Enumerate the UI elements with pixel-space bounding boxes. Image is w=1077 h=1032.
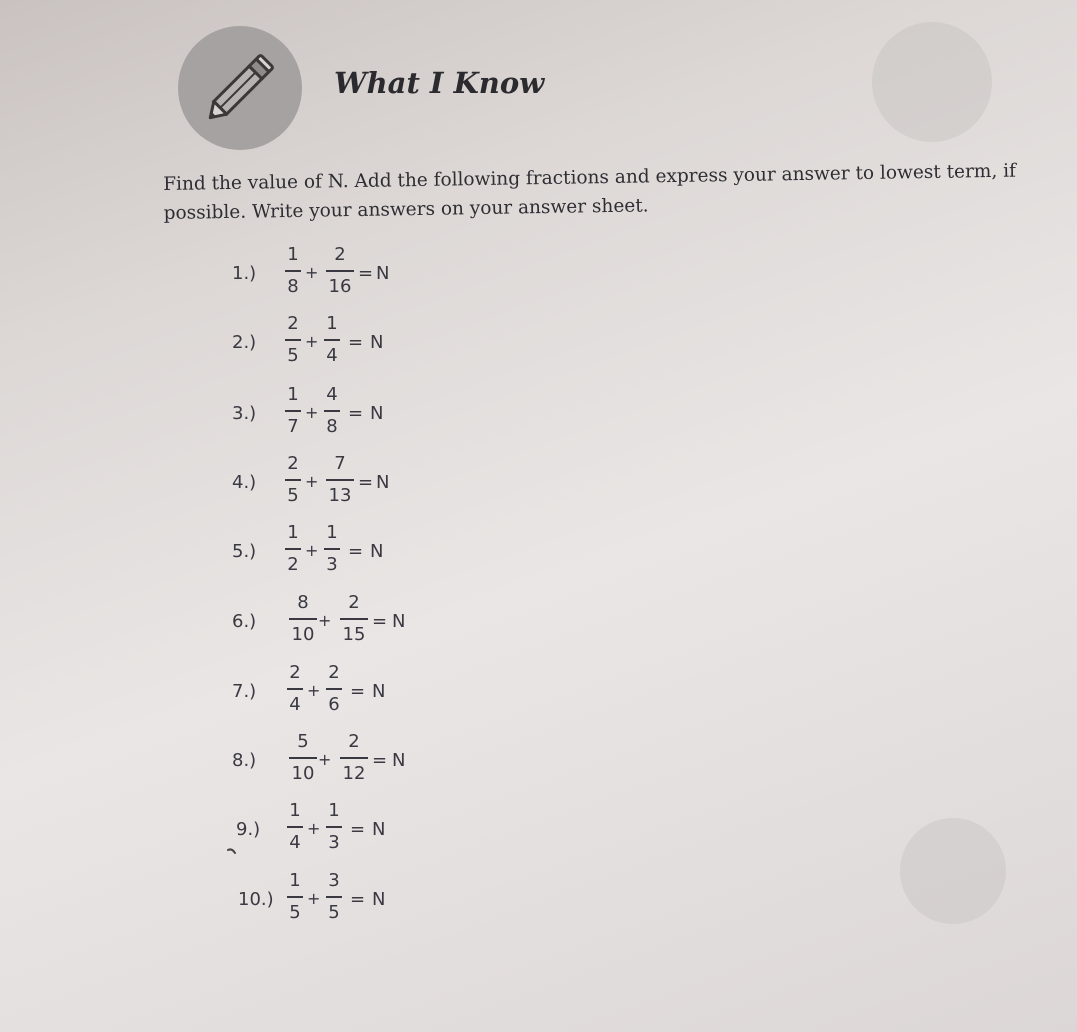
pencil-icon-badge [178, 26, 302, 150]
bleed-through-icon-circle [872, 22, 992, 142]
fraction-second [324, 313, 340, 367]
fraction-second [340, 592, 368, 646]
fraction-bar [287, 826, 303, 828]
plus-sign: + [318, 750, 332, 769]
equals-sign: = [358, 263, 374, 284]
fraction-bar [287, 896, 303, 898]
numerator: 1 [326, 522, 338, 543]
plus-sign: + [305, 332, 319, 351]
result-variable: N [392, 750, 406, 771]
fraction-first [285, 384, 301, 438]
fraction-bar [324, 339, 340, 341]
numerator: 2 [348, 731, 360, 752]
denominator: 5 [289, 902, 301, 923]
result-variable: N [376, 472, 390, 493]
instructions-text: Find the value of N. Add the following fractions and express your answer to lowest term, if possible. Write your answers on your answer sheet. [163, 160, 1017, 224]
fraction-bar [289, 757, 317, 759]
problem-item [0, 313, 440, 373]
plus-sign: + [305, 541, 319, 560]
section-title: What I Know [334, 66, 545, 100]
denominator: 5 [287, 485, 299, 506]
numerator: 2 [289, 662, 301, 683]
equals-sign: = [348, 541, 364, 562]
fraction-bar [340, 618, 368, 620]
problem-item [0, 592, 440, 652]
fraction-first [287, 800, 303, 854]
bleed-through-lightbulb-circle [900, 818, 1006, 924]
denominator: 3 [326, 554, 338, 575]
problem-item [0, 662, 440, 722]
problem-item [0, 731, 440, 791]
denominator: 10 [291, 624, 315, 645]
plus-sign: + [307, 889, 321, 908]
fraction-first [289, 731, 317, 785]
problem-number: 9.) [236, 819, 261, 840]
problem-number: 7.) [232, 681, 257, 702]
problem-item [0, 800, 440, 860]
fraction-bar [285, 270, 301, 272]
plus-sign: + [307, 819, 321, 838]
fraction-first [285, 244, 301, 298]
fraction-second [326, 244, 354, 298]
fraction-bar [287, 688, 303, 690]
plus-sign: + [305, 403, 319, 422]
equals-sign: = [372, 750, 388, 771]
denominator: 13 [328, 485, 352, 506]
fraction-second [326, 800, 342, 854]
denominator: 5 [287, 345, 299, 366]
denominator: 12 [342, 763, 366, 784]
numerator: 1 [289, 800, 301, 821]
equals-sign: = [358, 472, 374, 493]
numerator: 3 [328, 870, 340, 891]
denominator: 10 [291, 763, 315, 784]
denominator: 15 [342, 624, 366, 645]
equals-sign: = [348, 403, 364, 424]
fraction-first [285, 453, 301, 507]
result-variable: N [376, 263, 390, 284]
fraction-bar [326, 826, 342, 828]
problem-item [0, 244, 440, 304]
denominator: 8 [287, 276, 299, 297]
problem-number: 5.) [232, 541, 257, 562]
numerator: 2 [287, 313, 299, 334]
denominator: 8 [326, 416, 338, 437]
problem-number: 8.) [232, 750, 257, 771]
problem-number: 3.) [232, 403, 257, 424]
fraction-bar [340, 757, 368, 759]
equals-sign: = [350, 819, 366, 840]
fraction-bar [285, 339, 301, 341]
result-variable: N [372, 819, 386, 840]
denominator: 5 [328, 902, 340, 923]
fraction-second [324, 384, 340, 438]
numerator: 8 [297, 592, 309, 613]
numerator: 4 [326, 384, 338, 405]
result-variable: N [370, 541, 384, 562]
result-variable: N [372, 681, 386, 702]
denominator: 3 [328, 832, 340, 853]
fraction-second [340, 731, 368, 785]
fraction-second [326, 662, 342, 716]
numerator: 5 [297, 731, 309, 752]
equals-sign: = [372, 611, 388, 632]
denominator: 16 [328, 276, 352, 297]
result-variable: N [372, 889, 386, 910]
plus-sign: + [307, 681, 321, 700]
plus-sign: + [305, 263, 319, 282]
fraction-bar [326, 479, 354, 481]
fraction-first [289, 592, 317, 646]
result-variable: N [392, 611, 406, 632]
fraction-bar [289, 618, 317, 620]
result-variable: N [370, 332, 384, 353]
numerator: 7 [334, 453, 346, 474]
problem-item [0, 522, 440, 582]
fraction-bar [324, 548, 340, 550]
fraction-bar [324, 410, 340, 412]
problem-number: 6.) [232, 611, 257, 632]
problem-item [0, 384, 440, 444]
denominator: 2 [287, 554, 299, 575]
denominator: 4 [289, 832, 301, 853]
problem-number: 1.) [232, 263, 257, 284]
fraction-bar [326, 270, 354, 272]
fraction-first [287, 870, 303, 924]
fraction-first [285, 313, 301, 367]
numerator: 1 [326, 313, 338, 334]
fraction-bar [326, 688, 342, 690]
fraction-bar [285, 479, 301, 481]
plus-sign: + [305, 472, 319, 491]
fraction-bar [285, 410, 301, 412]
fraction-bar [326, 896, 342, 898]
result-variable: N [370, 403, 384, 424]
plus-sign: + [318, 611, 332, 630]
fraction-second [324, 522, 340, 576]
numerator: 1 [289, 870, 301, 891]
numerator: 1 [287, 244, 299, 265]
fraction-second [326, 453, 354, 507]
fraction-second [326, 870, 342, 924]
problem-item [0, 453, 440, 513]
fraction-first [285, 522, 301, 576]
denominator: 6 [328, 694, 340, 715]
problem-number: 10.) [238, 889, 274, 910]
equals-sign: = [348, 332, 364, 353]
equals-sign: = [350, 889, 366, 910]
denominator: 4 [326, 345, 338, 366]
equals-sign: = [350, 681, 366, 702]
numerator: 1 [287, 384, 299, 405]
problem-number: 2.) [232, 332, 257, 353]
numerator: 2 [328, 662, 340, 683]
problem-item [0, 870, 440, 930]
problem-number: 4.) [232, 472, 257, 493]
numerator: 2 [348, 592, 360, 613]
denominator: 7 [287, 416, 299, 437]
denominator: 4 [289, 694, 301, 715]
pen-mark-icon [226, 838, 256, 858]
numerator: 1 [287, 522, 299, 543]
pencil-icon [196, 44, 284, 132]
numerator: 1 [328, 800, 340, 821]
numerator: 2 [287, 453, 299, 474]
fraction-bar [285, 548, 301, 550]
fraction-first [287, 662, 303, 716]
numerator: 2 [334, 244, 346, 265]
